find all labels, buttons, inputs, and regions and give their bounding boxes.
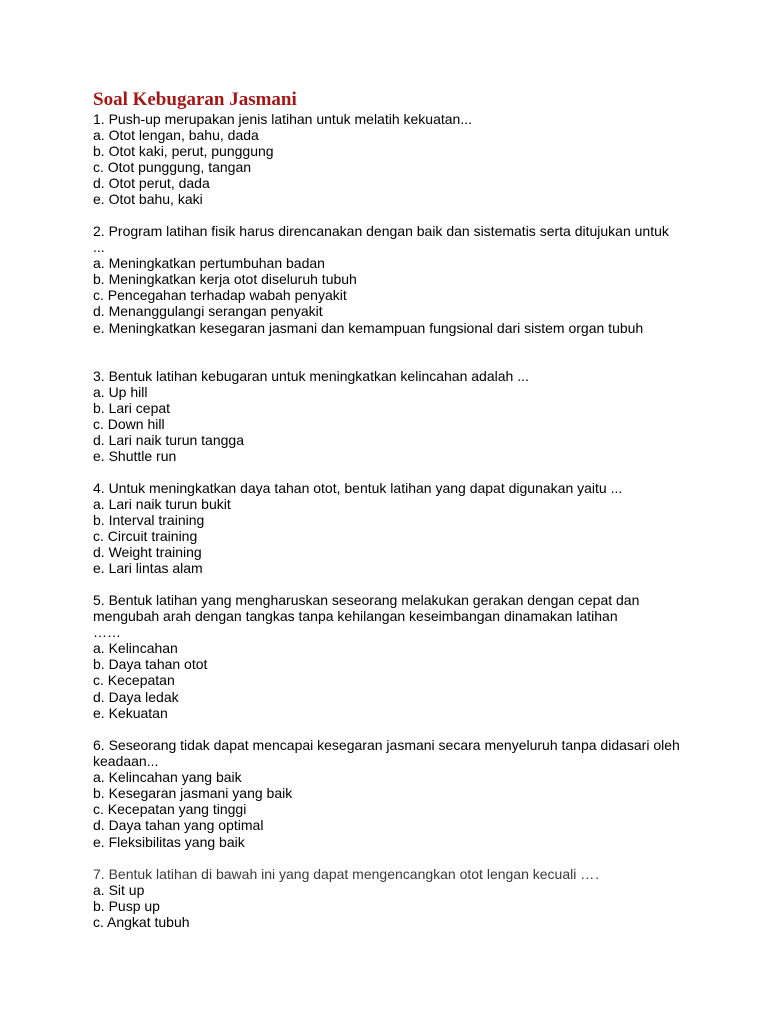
option-d: d. Lari naik turun tangga <box>93 432 244 449</box>
option-c: c. Kecepatan <box>93 672 175 689</box>
option-c: c. Kecepatan yang tinggi <box>93 801 247 818</box>
option-c: c. Otot punggung, tangan <box>93 159 252 176</box>
option-e: e. Fleksibilitas yang baik <box>93 833 245 850</box>
option-a: a. Kelincahan <box>93 640 178 657</box>
option-c: c. Circuit training <box>93 528 198 545</box>
question-stem: 2. Program latihan fisik harus direncanakan dengan baik dan sistematis serta ditujukan untuk ... <box>93 223 669 256</box>
question-7 <box>93 866 683 930</box>
question-3 <box>93 368 683 465</box>
question-stem-text: 7. Bentuk latihan di bawah ini yang dapat mengencangkan otot lengan kecuali <box>93 866 577 882</box>
option-c: c. Pencegahan terhadap wabah penyakit <box>93 287 347 304</box>
option-d: d. Weight training <box>93 544 202 561</box>
option-b: b. Lari cepat <box>93 400 171 417</box>
question-stem-dots: …. <box>580 866 601 882</box>
option-e: e. Shuttle run <box>93 448 177 465</box>
option-b: b. Pusp up <box>93 898 160 915</box>
option-a: a. Otot lengan, bahu, dada <box>93 127 259 144</box>
option-d: d. Daya ledak <box>93 688 179 705</box>
option-a: a. Up hill <box>93 384 148 401</box>
option-c: c. Down hill <box>93 416 165 433</box>
question-stem: 4. Untuk meningkatkan daya tahan otot, bentuk latihan yang dapat digunakan yaitu ... <box>93 480 623 496</box>
option-e: e. Otot bahu, kaki <box>93 191 203 208</box>
option-b: b. Otot kaki, perut, punggung <box>93 143 274 160</box>
document-title: Soal Kebugaran Jasmani <box>93 89 297 110</box>
question-stem <box>93 866 683 882</box>
option-d: d. Daya tahan yang optimal <box>93 817 264 834</box>
option-d: d. Menanggulangi serangan penyakit <box>93 303 323 320</box>
option-d: d. Otot perut, dada <box>93 175 210 192</box>
option-e: e. Meningkatkan kesegaran jasmani dan kemampuan fungsional dari sistem organ tubuh <box>93 319 644 336</box>
question-1 <box>93 111 683 208</box>
option-a: a. Meningkatkan pertumbuhan badan <box>93 255 325 272</box>
option-e: e. Kekuatan <box>93 704 168 721</box>
option-a: a. Sit up <box>93 882 145 899</box>
question-stem: 6. Seseorang tidak dapat mencapai kesegaran jasmani secara menyeluruh tanpa didasari oleh keadaan... <box>93 737 680 770</box>
option-e: e. Lari lintas alam <box>93 560 203 577</box>
question-4 <box>93 480 683 577</box>
question-5 <box>93 592 683 721</box>
option-c: c. Angkat tubuh <box>93 914 190 931</box>
question-stem-continuation: …… <box>93 624 121 641</box>
option-b: b. Kesegaran jasmani yang baik <box>93 785 293 802</box>
question-stem: 3. Bentuk latihan kebugaran untuk meningkatkan kelincahan adalah ... <box>93 368 529 384</box>
question-2 <box>93 223 683 336</box>
option-a: a. Kelincahan yang baik <box>93 769 242 786</box>
option-b: b. Interval training <box>93 512 205 529</box>
question-6 <box>93 737 683 850</box>
question-stem: 1. Push-up merupakan jenis latihan untuk melatih kekuatan... <box>93 111 473 127</box>
option-b: b. Daya tahan otot <box>93 656 208 673</box>
option-b: b. Meningkatkan kerja otot diseluruh tubuh <box>93 271 357 288</box>
question-stem: 5. Bentuk latihan yang mengharuskan seseorang melakukan gerakan dengan cepat dan mengubah arah dengan tangkas tanpa kehilangan keseimbangan dinamakan latihan <box>93 592 640 625</box>
option-a: a. Lari naik turun bukit <box>93 496 231 513</box>
